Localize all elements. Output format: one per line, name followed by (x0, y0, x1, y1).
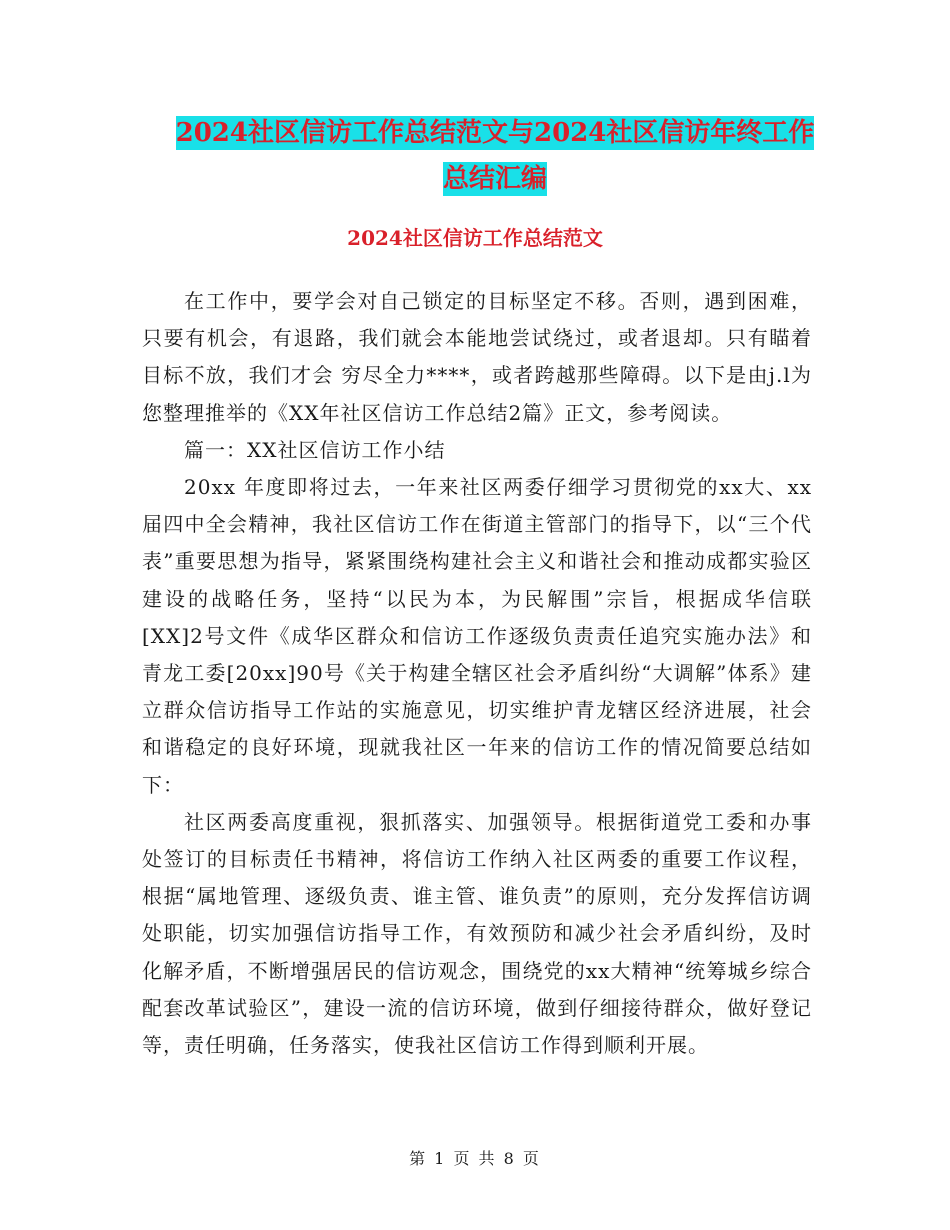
document-body (142, 283, 812, 1064)
document-title (140, 110, 850, 202)
section-title: 2024社区信访工作总结范文 (347, 226, 603, 250)
page-footer: 第 1 页 共 8 页 (409, 1149, 541, 1168)
paragraph-heading: 篇一：XX社区信访工作小结 (184, 437, 446, 462)
paragraph-intro: 在工作中，要学会对自己锁定的目标坚定不移。否则，遇到困难，只要有机会，有退路，我们就会本能地尝试绕过，或者退却。只有瞄着目标不放，我们才会 穷尽全力****，或者跨越那些障碍。以下是由j.l为您整理推举的《XX年社区信访工作总结2篇》正文，参考阅读。 (142, 289, 812, 425)
paragraph-overview: 20xx 年度即将过去，一年来社区两委仔细学习贯彻党的xx大、xx届四中全会精神，我社区信访工作在街道主管部门的指导下，以“三个代表”重要思想为指导，紧紧围绕构建社会主义和谐社会和推动成都实验区建设的战略任务，坚持“以民为本，为民解围”宗旨，根据成华信联[XX]2号文件《成华区群众和信访工作逐级负责责任追究实施办法》和青龙工委[20xx]90号《关于构建全辖区社会矛盾纠纷“大调解”体系》建立群众信访指导工作站的实施意见，切实维护青龙辖区经济进展，社会和谐稳定的良好环境，现就我社区一年来的信访工作的情况简要总结如下： (142, 475, 812, 797)
document-title-line1: 2024社区信访工作总结范文与2024社区信访年终工作 (175, 118, 815, 148)
paragraph-leadership: 社区两委高度重视，狠抓落实、加强领导。根据街道党工委和办事处签订的目标责任书精神，将信访工作纳入社区两委的重要工作议程，根据“属地管理、逐级负责、谁主管、谁负责”的原则，充分发挥信访调处职能，切实加强信访指导工作，有效预防和减少社会矛盾纠纷，及时化解矛盾，不断增强居民的信访观念，围绕党的xx大精神“统筹城乡综合配套改革试验区”，建设一流的信访环境，做到仔细接待群众，做好登记等，责任明确，任务落实，使我社区信访工作得到顺利开展。 (142, 809, 812, 1058)
document-title-line2: 总结汇编 (442, 164, 547, 194)
